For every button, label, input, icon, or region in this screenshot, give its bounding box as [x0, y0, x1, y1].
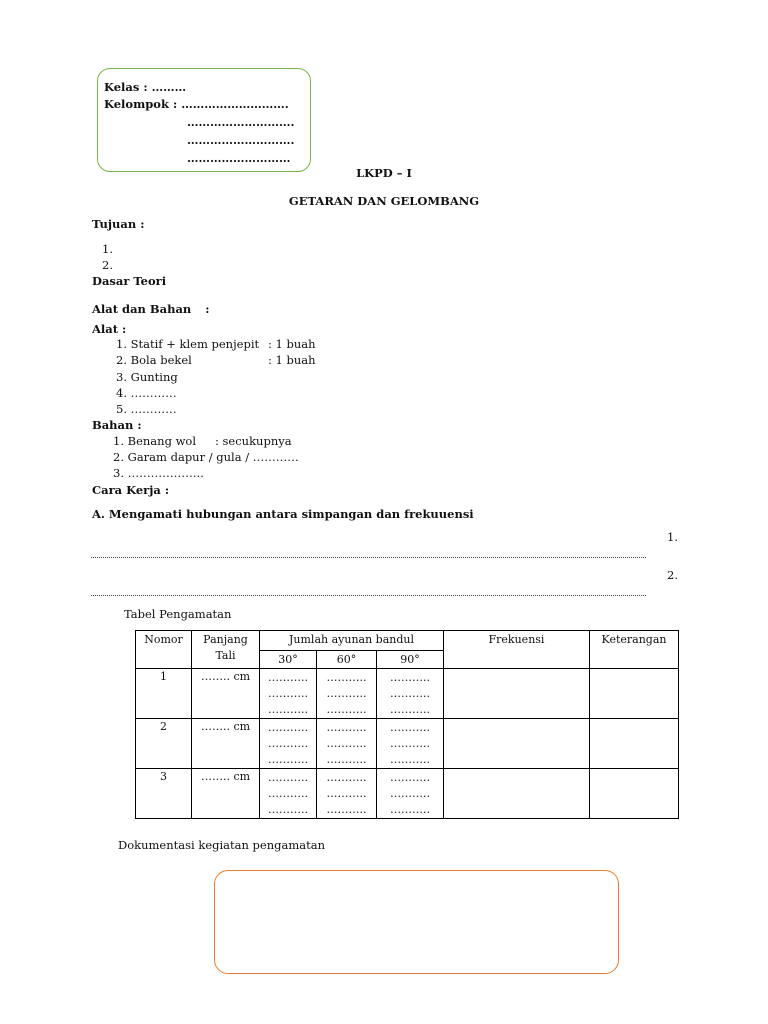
bahan-heading: Bahan : — [92, 418, 142, 432]
row-panjang[interactable]: …….. cm — [192, 669, 260, 719]
kelompok-row — [104, 97, 289, 111]
cara-kerja-heading: Cara Kerja : — [92, 483, 170, 497]
alat-item: 1. Statif + klem penjepit — [116, 337, 260, 351]
ayunan-cell[interactable]: ……….. ……….. ……….. — [260, 719, 317, 769]
tujuan-item: 1. — [102, 242, 113, 256]
col-header-angle: 30° — [260, 651, 317, 669]
alat-bahan-label: Alat dan Bahan — [92, 302, 192, 316]
col-header-panjang-tali: Panjang Tali — [192, 631, 260, 669]
ayunan-cell[interactable]: ……….. ……….. ……….. — [260, 769, 317, 819]
frekuensi-cell[interactable] — [444, 769, 590, 819]
tujuan-item: 2. — [102, 258, 113, 272]
dasar-teori-heading: Dasar Teori — [92, 274, 167, 288]
kelas-label: Kelas — [104, 80, 140, 94]
col-header-angle: 90° — [377, 651, 444, 669]
table-row — [136, 769, 679, 819]
page-subtitle: GETARAN DAN GELOMBANG — [288, 194, 480, 208]
col-header-keterangan: Keterangan — [590, 631, 679, 669]
col-header-angle: 60° — [317, 651, 377, 669]
member-line[interactable]: ……………………… — [187, 151, 291, 165]
kelas-field[interactable]: : ……… — [143, 80, 187, 94]
alat-item: 5. ………… — [116, 402, 177, 416]
tujuan-heading: Tujuan : — [92, 217, 145, 231]
kelas-row — [104, 80, 186, 94]
section-a-heading: A. Mengamati hubungan antara simpangan dan frekuuensi — [92, 507, 474, 521]
bahan-item: 2. Garam dapur / gula / ………… — [113, 450, 299, 464]
keterangan-cell[interactable] — [590, 719, 679, 769]
dokumentasi-label: Dokumentasi kegiatan pengamatan — [118, 838, 325, 852]
step-number: 2. — [667, 568, 678, 582]
ayunan-cell[interactable]: ……….. ……….. ……….. — [377, 719, 444, 769]
row-panjang[interactable]: …….. cm — [192, 719, 260, 769]
row-panjang[interactable]: …….. cm — [192, 769, 260, 819]
ayunan-cell[interactable]: ……….. ……….. ……….. — [377, 669, 444, 719]
ayunan-cell[interactable]: ……….. ……….. ……….. — [317, 719, 377, 769]
col-header-jumlah-ayunan: Jumlah ayunan bandul — [260, 631, 444, 651]
row-nomor: 1 — [136, 669, 192, 719]
bahan-item: 3. ……………….. — [113, 466, 204, 480]
table-caption: Tabel Pengamatan — [124, 607, 232, 621]
ayunan-cell[interactable]: ……….. ……….. ……….. — [317, 769, 377, 819]
col-header-nomor: Nomor — [136, 631, 192, 669]
keterangan-cell[interactable] — [590, 669, 679, 719]
ayunan-cell[interactable]: ……….. ……….. ……….. — [377, 769, 444, 819]
table-row — [136, 719, 679, 769]
alat-item: 3. Gunting — [116, 370, 178, 384]
row-nomor: 2 — [136, 719, 192, 769]
page-title: LKPD – I — [356, 166, 412, 180]
alat-bahan-colon: : — [205, 302, 210, 316]
col-header-frekuensi: Frekuensi — [444, 631, 590, 669]
documentation-box[interactable] — [214, 870, 619, 974]
alat-item: 4. ………… — [116, 386, 177, 400]
frekuensi-cell[interactable] — [444, 719, 590, 769]
member-line[interactable]: ………………………. — [187, 115, 295, 129]
alat-heading: Alat : — [92, 322, 127, 336]
table-row — [136, 669, 679, 719]
alat-bahan-heading — [92, 302, 210, 316]
frekuensi-cell[interactable] — [444, 669, 590, 719]
kelompok-label: Kelompok — [104, 97, 169, 111]
keterangan-cell[interactable] — [590, 769, 679, 819]
step-blank-line[interactable] — [91, 595, 646, 596]
step-blank-line[interactable] — [91, 557, 646, 558]
member-line[interactable]: ………………………. — [187, 133, 295, 147]
alat-qty: : 1 buah — [268, 337, 316, 351]
ayunan-cell[interactable]: ……….. ……….. ……….. — [260, 669, 317, 719]
ayunan-cell[interactable]: ……….. ……….. ……….. — [317, 669, 377, 719]
alat-qty: : 1 buah — [268, 353, 316, 367]
step-number: 1. — [667, 530, 678, 544]
row-nomor: 3 — [136, 769, 192, 819]
bahan-qty: : secukupnya — [215, 434, 292, 448]
observation-table — [135, 630, 679, 819]
kelompok-field[interactable]: : ………………………. — [172, 97, 289, 111]
bahan-item: 1. Benang wol — [113, 434, 197, 448]
alat-item: 2. Bola bekel — [116, 353, 192, 367]
